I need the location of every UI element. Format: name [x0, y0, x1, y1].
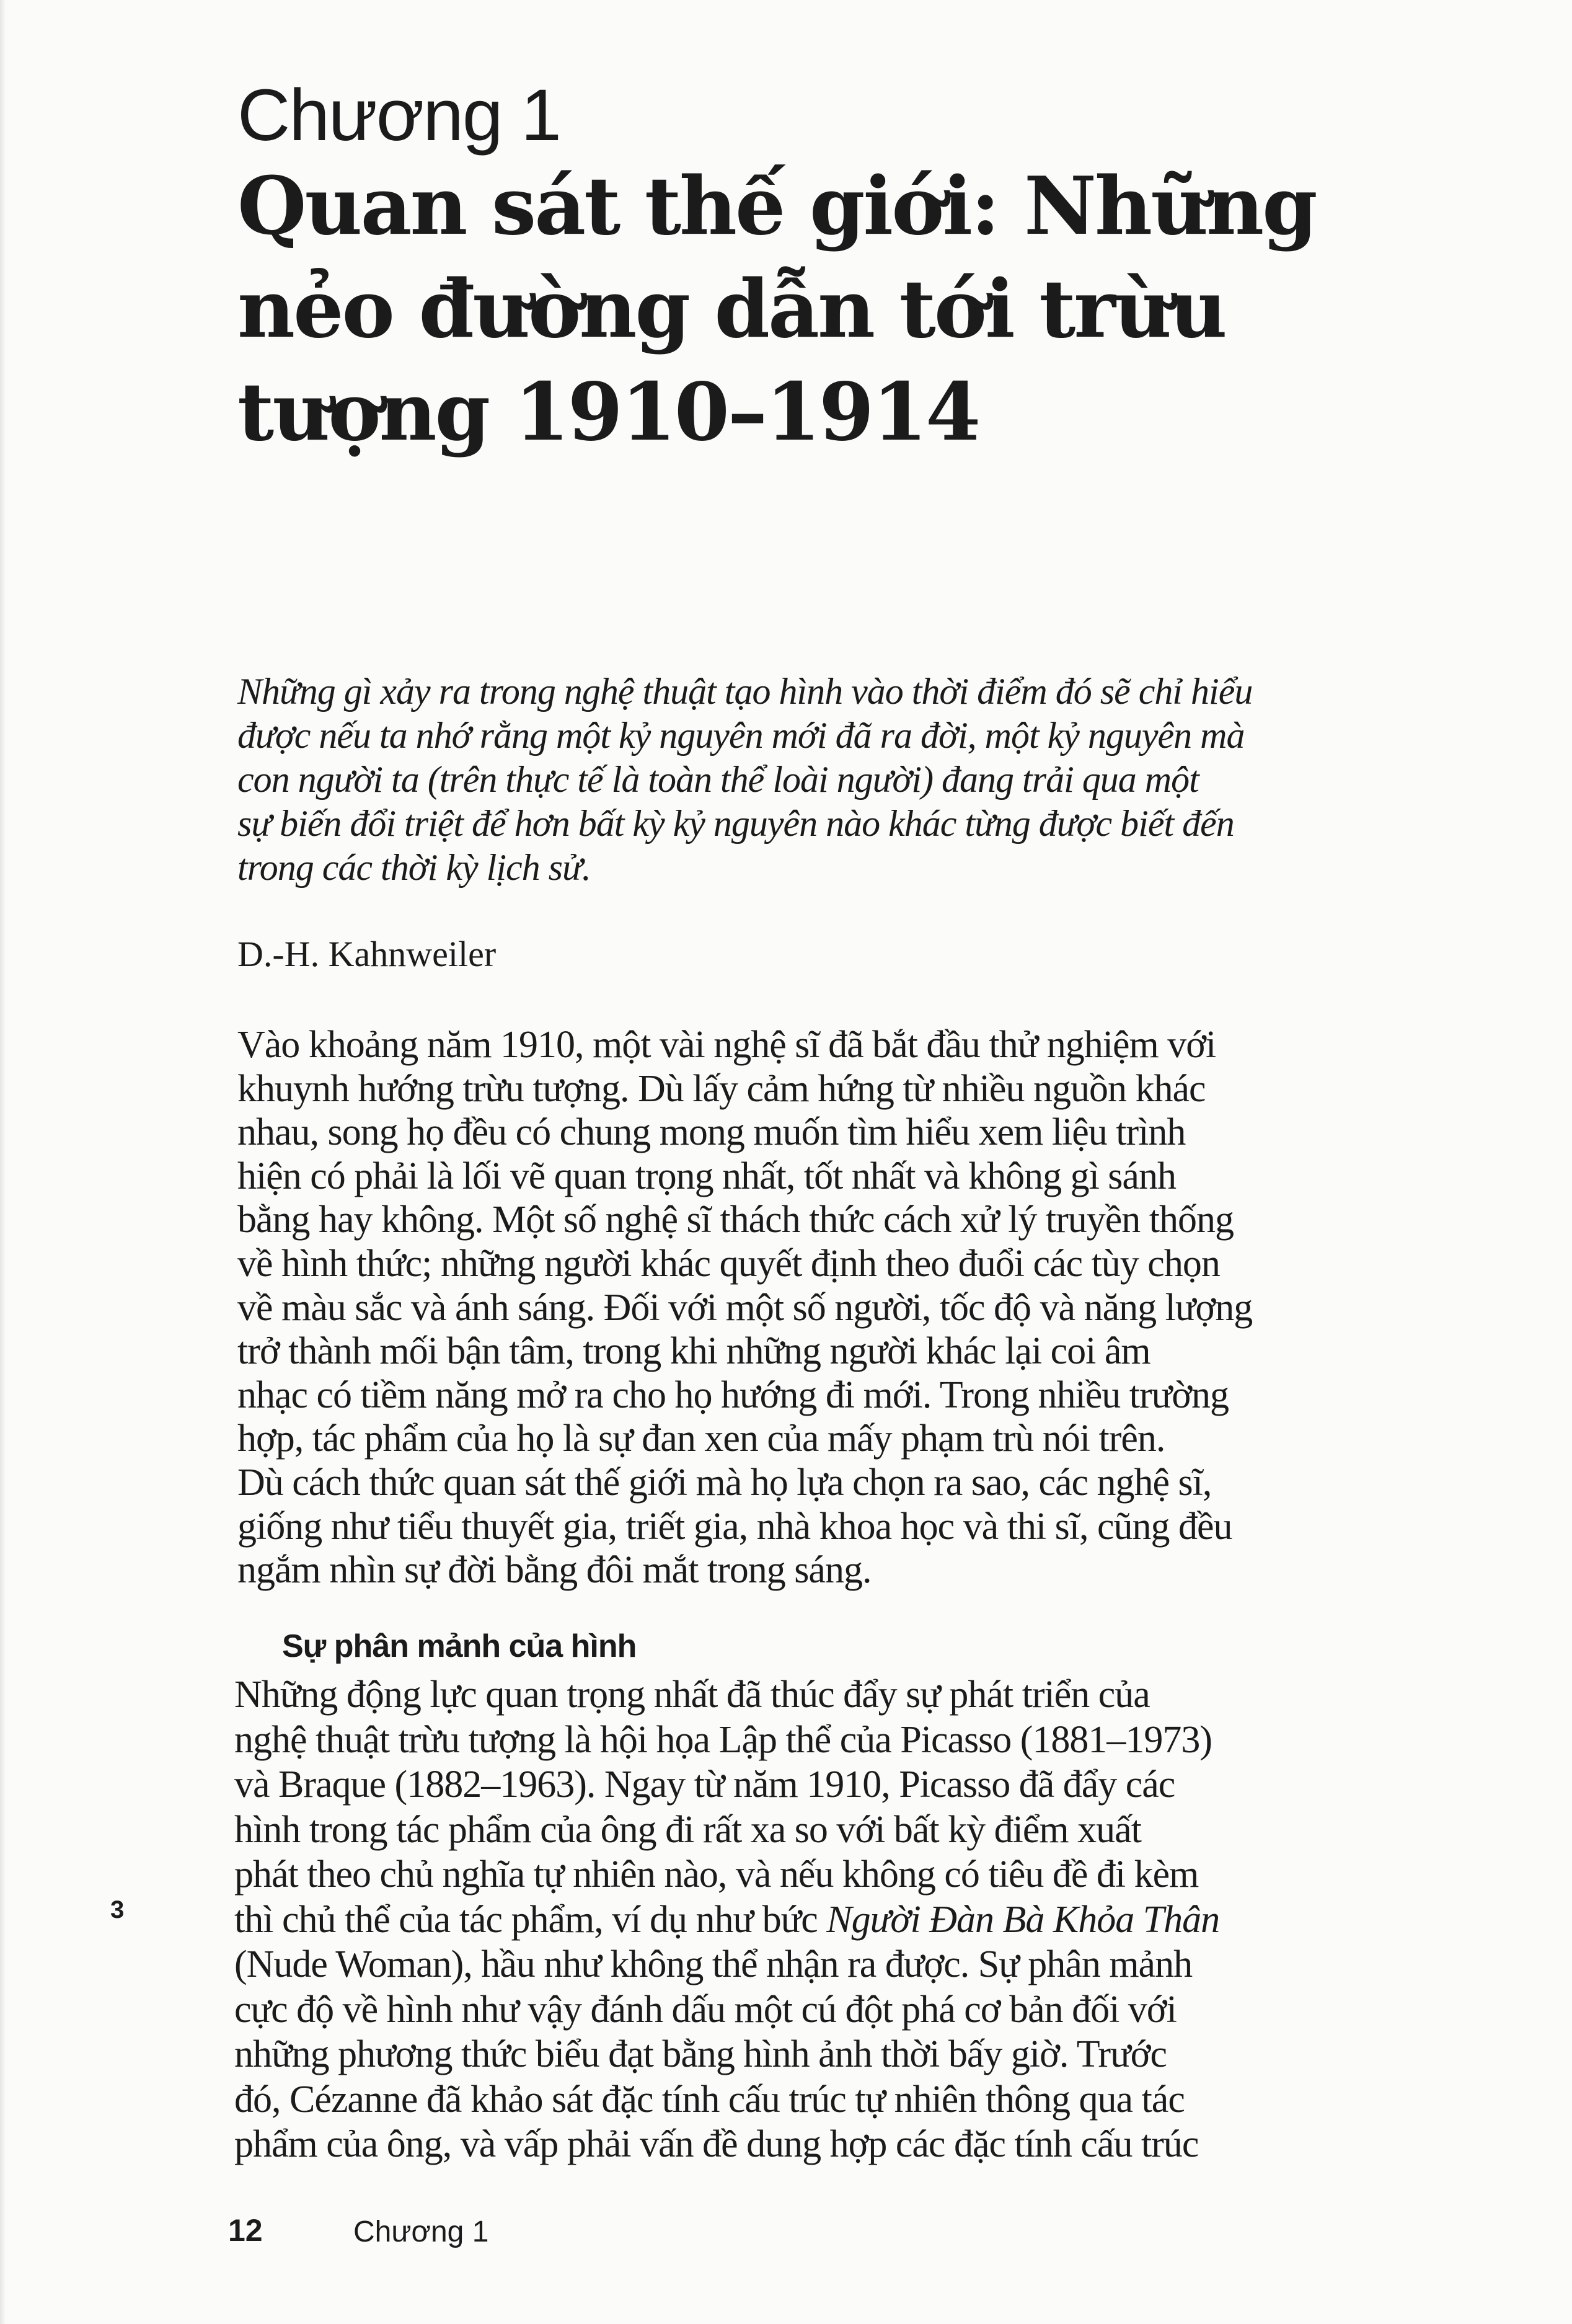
page-number: 12 — [228, 2213, 263, 2248]
text-line-content: Vào khoảng năm 1910, một vài nghệ sĩ đã bắt đầu thử nghiệm với — [237, 1024, 1216, 1066]
text-line — [237, 1067, 1252, 1111]
text-line — [234, 2122, 1219, 2167]
text-line-content: tượng 1910–1914 — [237, 366, 979, 459]
text-line-content: trong các thời kỳ lịch sử. — [237, 847, 591, 888]
margin-note-number: 3 — [110, 1896, 125, 1923]
page-edge-shadow — [0, 0, 6, 2324]
text-line — [234, 1942, 1219, 1987]
text-line — [237, 670, 1252, 714]
chapter-title — [237, 155, 1316, 464]
text-line — [237, 1373, 1252, 1417]
section-subheading: Sự phân mảnh của hình — [282, 1628, 637, 1664]
text-line-content: hiện có phải là lối vẽ quan trọng nhất, tốt nhất và không gì sánh — [237, 1155, 1176, 1197]
text-line — [237, 802, 1252, 846]
text-line — [237, 361, 1316, 464]
text-line — [237, 1198, 1252, 1242]
body-paragraph-2 — [234, 1672, 1219, 2167]
text-line-content: hợp, tác phẩm của họ là sự đan xen của mấy phạm trù nói trên. — [237, 1417, 1165, 1460]
text-line — [237, 258, 1316, 361]
text-line-content: sự biến đổi triệt để hơn bất kỳ kỷ nguyên nào khác từng được biết đến — [237, 803, 1234, 844]
text-line — [237, 846, 1252, 890]
text-line-content: Những gì xảy ra trong nghệ thuật tạo hình vào thời điểm đó sẽ chỉ hiểu — [237, 671, 1253, 712]
text-line-content: phẩm của ông, và vấp phải vấn đề dung hợp các đặc tính cấu trúc — [234, 2123, 1199, 2165]
text-line — [234, 1762, 1219, 1807]
text-line — [237, 1286, 1252, 1330]
text-line — [237, 1242, 1252, 1286]
text-line-content: được nếu ta nhớ rằng một kỷ nguyên mới đã ra đời, một kỷ nguyên mà — [237, 715, 1245, 756]
text-line — [237, 1461, 1252, 1505]
text-line-content: Những động lực quan trọng nhất đã thúc đẩy sự phát triển của — [234, 1674, 1150, 1716]
text-line — [237, 714, 1252, 758]
text-line — [237, 1329, 1252, 1373]
text-line-content: nghệ thuật trừu tượng là hội họa Lập thể của Picasso (1881–1973) — [234, 1718, 1212, 1761]
text-line-content: bằng hay không. Một số nghệ sĩ thách thức cách xử lý truyền thống — [237, 1199, 1234, 1241]
text-line-content: khuynh hướng trừu tượng. Dù lấy cảm hứng từ nhiều nguồn khác — [237, 1067, 1206, 1110]
text-line — [234, 1987, 1219, 2033]
text-line — [234, 2032, 1219, 2077]
epigraph-attribution: D.-H. Kahnweiler — [237, 934, 497, 974]
text-line-content: đó, Cézanne đã khảo sát đặc tính cấu trúc tự nhiên thông qua tác — [234, 2078, 1185, 2121]
text-line — [237, 1023, 1252, 1067]
text-line-content: ngắm nhìn sự đời bằng đôi mắt trong sáng. — [237, 1549, 872, 1592]
text-line — [237, 758, 1252, 802]
text-line — [237, 155, 1316, 258]
text-line-content: về màu sắc và ánh sáng. Đối với một số người, tốc độ và năng lượng — [237, 1286, 1253, 1329]
text-line — [237, 1505, 1252, 1549]
text-line-content: Quan sát thế giới: Những — [237, 160, 1316, 253]
text-line — [234, 1718, 1219, 1763]
text-line-content: nẻo đường dẫn tới trừu — [237, 263, 1225, 356]
text-line — [237, 1548, 1252, 1592]
text-line-content: thì chủ thể của tác phẩm, ví dụ như bức — [234, 1898, 827, 1941]
text-line-content: phát theo chủ nghĩa tự nhiên nào, và nếu không có tiêu đề đi kèm — [234, 1853, 1199, 1896]
artwork-title: Người Đàn Bà Khỏa Thân — [826, 1898, 1220, 1941]
body-paragraph-1 — [237, 1023, 1252, 1592]
text-line — [237, 1111, 1252, 1155]
text-line — [234, 1807, 1219, 1853]
chapter-label: Chương 1 — [237, 74, 560, 156]
text-line — [234, 1672, 1219, 1718]
text-line-content: Dù cách thức quan sát thế giới mà họ lựa chọn ra sao, các nghệ sĩ, — [237, 1461, 1212, 1504]
text-line-content: và Braque (1882–1963). Ngay từ năm 1910, Picasso đã đẩy các — [234, 1763, 1175, 1806]
text-line-content: con người ta (trên thực tế là toàn thể loài người) đang trải qua một — [237, 759, 1199, 800]
text-line — [237, 1155, 1252, 1199]
text-line-content: trở thành mối bận tâm, trong khi những người khác lại coi âm — [237, 1330, 1150, 1373]
text-line-content: nhau, song họ đều có chung mong muốn tìm hiểu xem liệu trình — [237, 1111, 1186, 1154]
text-line — [234, 2077, 1219, 2122]
text-line — [234, 1852, 1219, 1897]
text-line-content: cực độ về hình như vậy đánh dấu một cú đột phá cơ bản đối với — [234, 1988, 1177, 2031]
text-line-content: những phương thức biểu đạt bằng hình ảnh thời bấy giờ. Trước — [234, 2033, 1167, 2075]
text-line-content: về hình thức; những người khác quyết định theo đuổi các tùy chọn — [237, 1242, 1220, 1285]
text-line — [234, 1897, 1219, 1943]
text-line-content: giống như tiểu thuyết gia, triết gia, nhà khoa học và thi sĩ, cũng đều — [237, 1505, 1232, 1548]
text-line-content: nhạc có tiềm năng mở ra cho họ hướng đi mới. Trong nhiều trường — [237, 1373, 1229, 1416]
text-line-content: hình trong tác phẩm của ông đi rất xa so với bất kỳ điểm xuất — [234, 1808, 1141, 1851]
running-footer-title: Chương 1 — [353, 2215, 489, 2248]
epigraph-quote — [237, 670, 1252, 890]
text-line — [237, 1417, 1252, 1461]
text-line-content: (Nude Woman), hầu như không thể nhận ra được. Sự phân mảnh — [234, 1943, 1193, 1985]
